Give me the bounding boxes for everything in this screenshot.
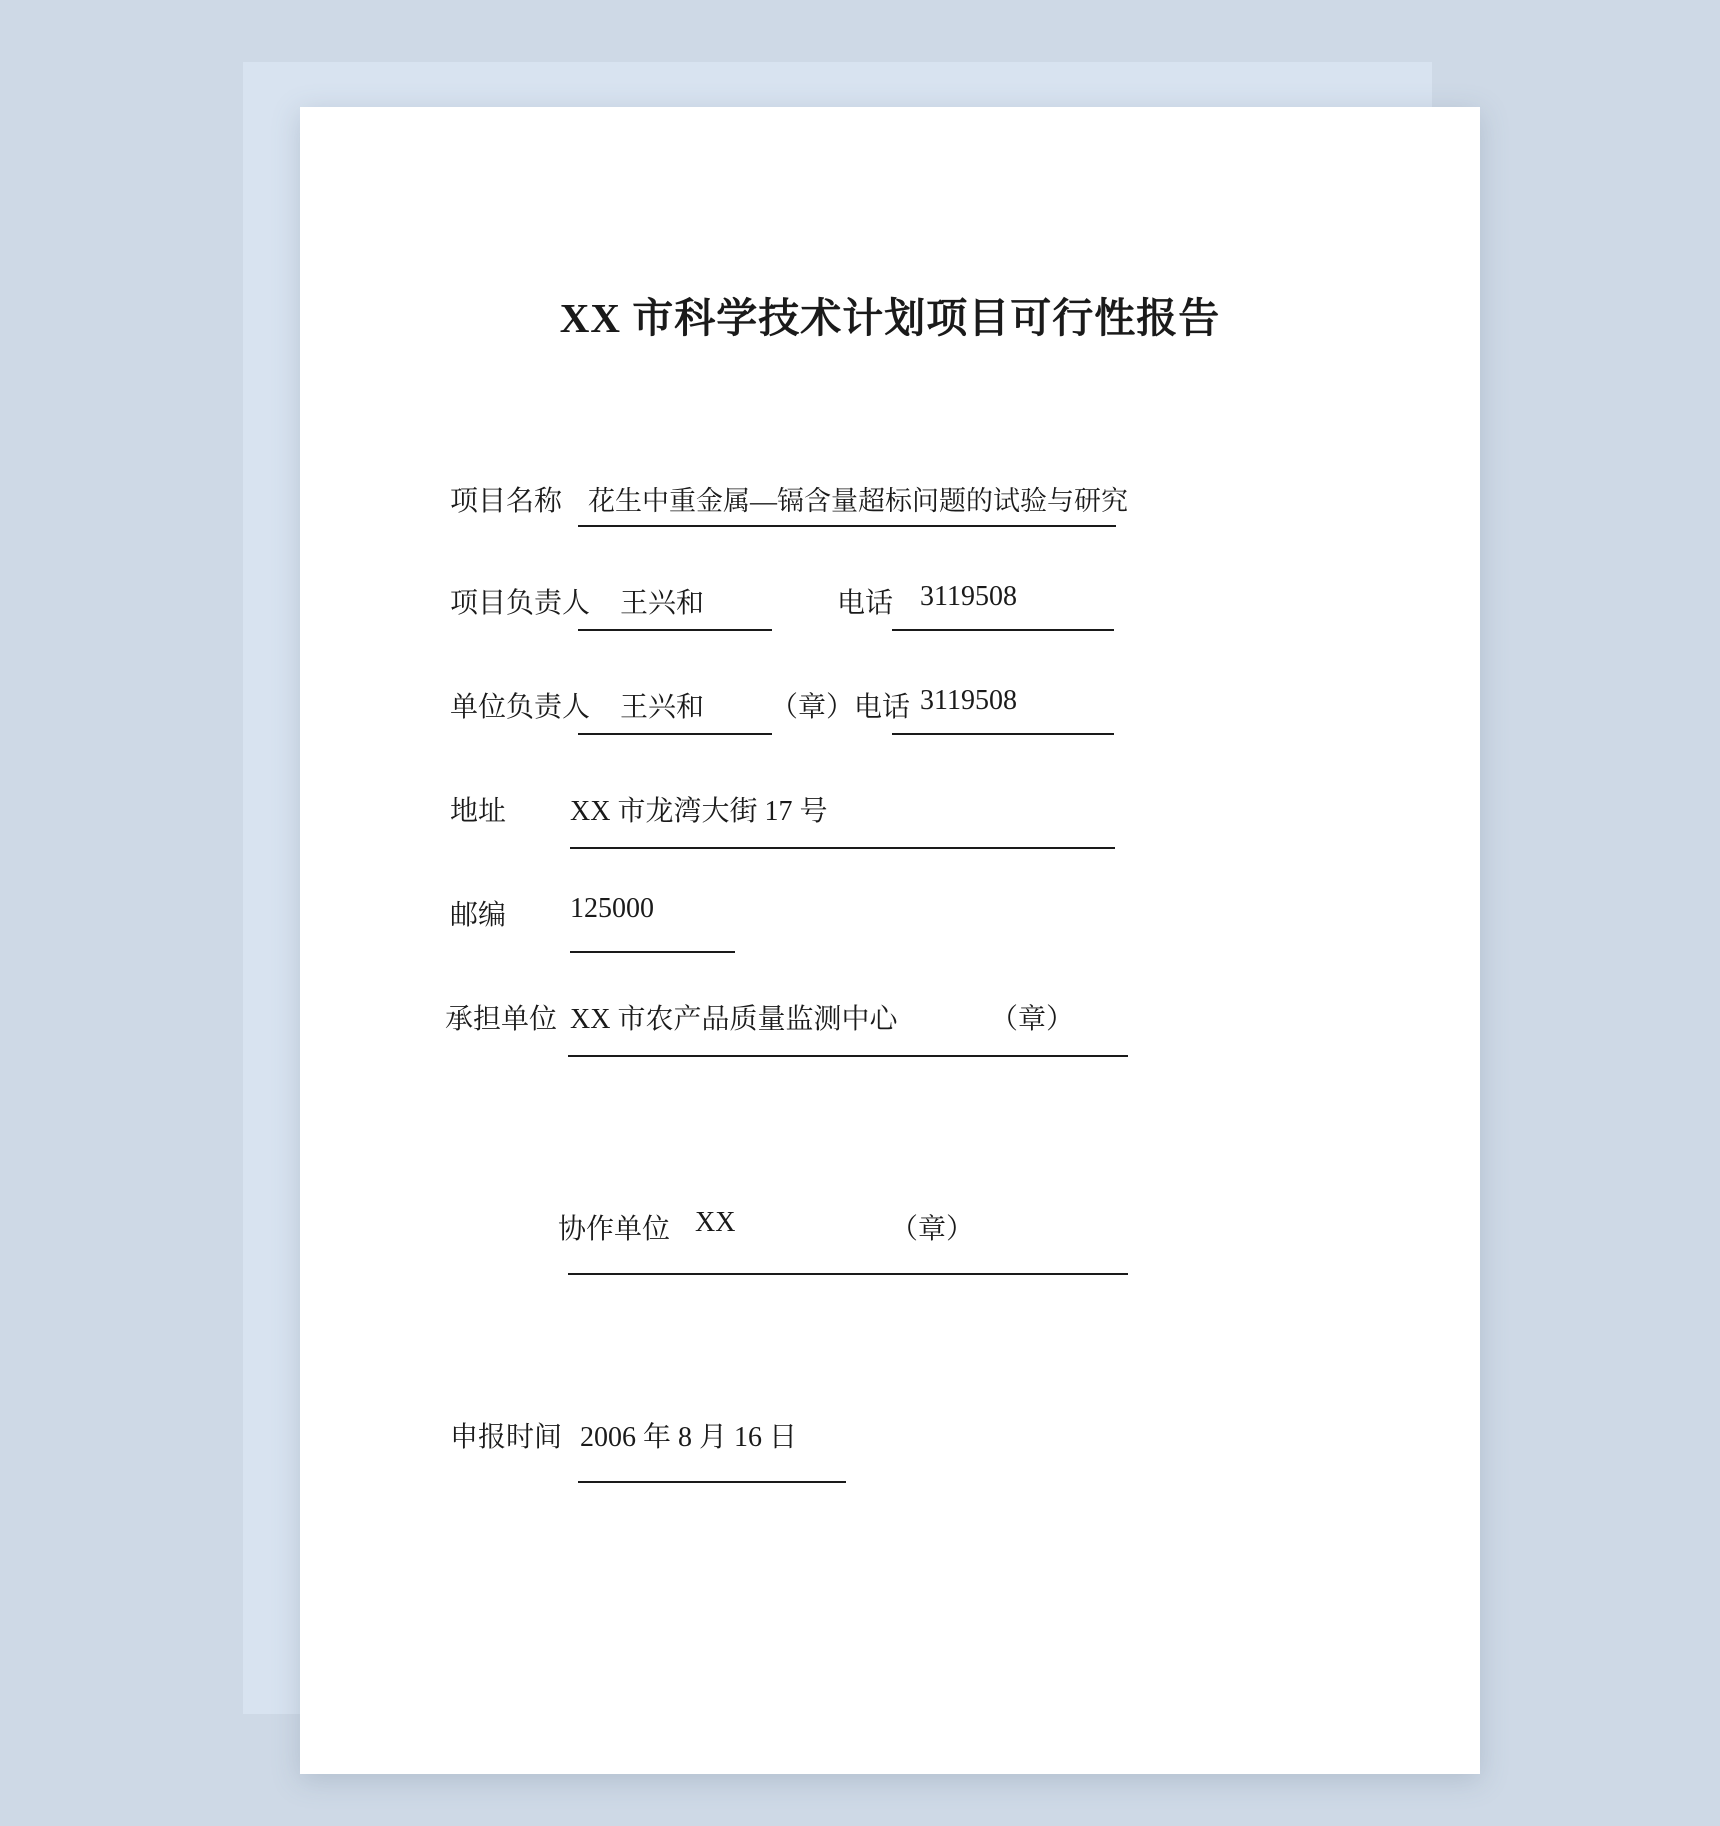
project-name-value[interactable]: 花生中重金属—镉含量超标问题的试验与研究 xyxy=(588,486,1128,516)
form-spacer-row-2 xyxy=(300,1289,1480,1393)
project-leader-phone-underline xyxy=(892,629,1114,631)
undertaking-unit-label: 承担单位 xyxy=(445,1004,558,1035)
unit-leader-phone-underline xyxy=(892,733,1114,735)
apply-date-value[interactable]: 2006 年 8 月 16 日 xyxy=(580,1422,798,1453)
project-name-underline xyxy=(578,525,1116,527)
postcode-value[interactable]: 125000 xyxy=(570,893,654,924)
project-leader-label: 项目负责人 xyxy=(450,588,591,619)
cover-form xyxy=(300,457,1480,1497)
cooperating-unit-value[interactable]: XX xyxy=(695,1207,736,1238)
page-title: XX 市科学技术计划项目可行性报告 xyxy=(559,295,1221,341)
cooperating-unit-label: 协作单位 xyxy=(558,1214,671,1245)
form-row-apply-date xyxy=(300,1393,1480,1497)
address-underline xyxy=(570,847,1115,849)
form-row-undertaking-unit xyxy=(300,977,1480,1081)
document-page xyxy=(300,107,1480,1774)
project-name-label: 项目名称 xyxy=(450,486,563,517)
form-row-cooperating-unit xyxy=(300,1185,1480,1289)
address-value[interactable]: XX 市龙湾大街 17 号 xyxy=(570,796,828,827)
undertaking-unit-value[interactable]: XX 市农产品质量监测中心 xyxy=(570,1004,898,1035)
undertaking-unit-underline xyxy=(568,1055,1128,1057)
apply-date-underline xyxy=(578,1481,846,1483)
apply-date-label: 申报时间 xyxy=(450,1422,563,1453)
project-leader-underline xyxy=(578,629,772,631)
form-row-unit-leader xyxy=(300,665,1480,769)
form-row-postcode xyxy=(300,873,1480,977)
postcode-label: 邮编 xyxy=(450,900,507,931)
postcode-underline xyxy=(570,951,735,953)
unit-leader-value[interactable]: 王兴和 xyxy=(620,692,705,723)
project-leader-phone-label: 电话 xyxy=(837,588,894,619)
cooperating-unit-underline xyxy=(568,1273,1128,1275)
unit-leader-phone-label: （章）电话 xyxy=(770,692,911,723)
address-label: 地址 xyxy=(450,796,507,827)
cooperating-unit-seal-mark: （章） xyxy=(890,1214,975,1245)
unit-leader-phone-value[interactable]: 3119508 xyxy=(920,685,1017,716)
form-row-project-leader xyxy=(300,561,1480,665)
undertaking-unit-seal-mark: （章） xyxy=(990,1004,1075,1035)
project-leader-value[interactable]: 王兴和 xyxy=(620,588,705,619)
form-row-address xyxy=(300,769,1480,873)
unit-leader-underline xyxy=(578,733,772,735)
unit-leader-label: 单位负责人 xyxy=(450,692,591,723)
form-spacer-row xyxy=(300,1081,1480,1185)
form-row-project-name xyxy=(300,457,1480,561)
project-leader-phone-value[interactable]: 3119508 xyxy=(920,581,1017,612)
